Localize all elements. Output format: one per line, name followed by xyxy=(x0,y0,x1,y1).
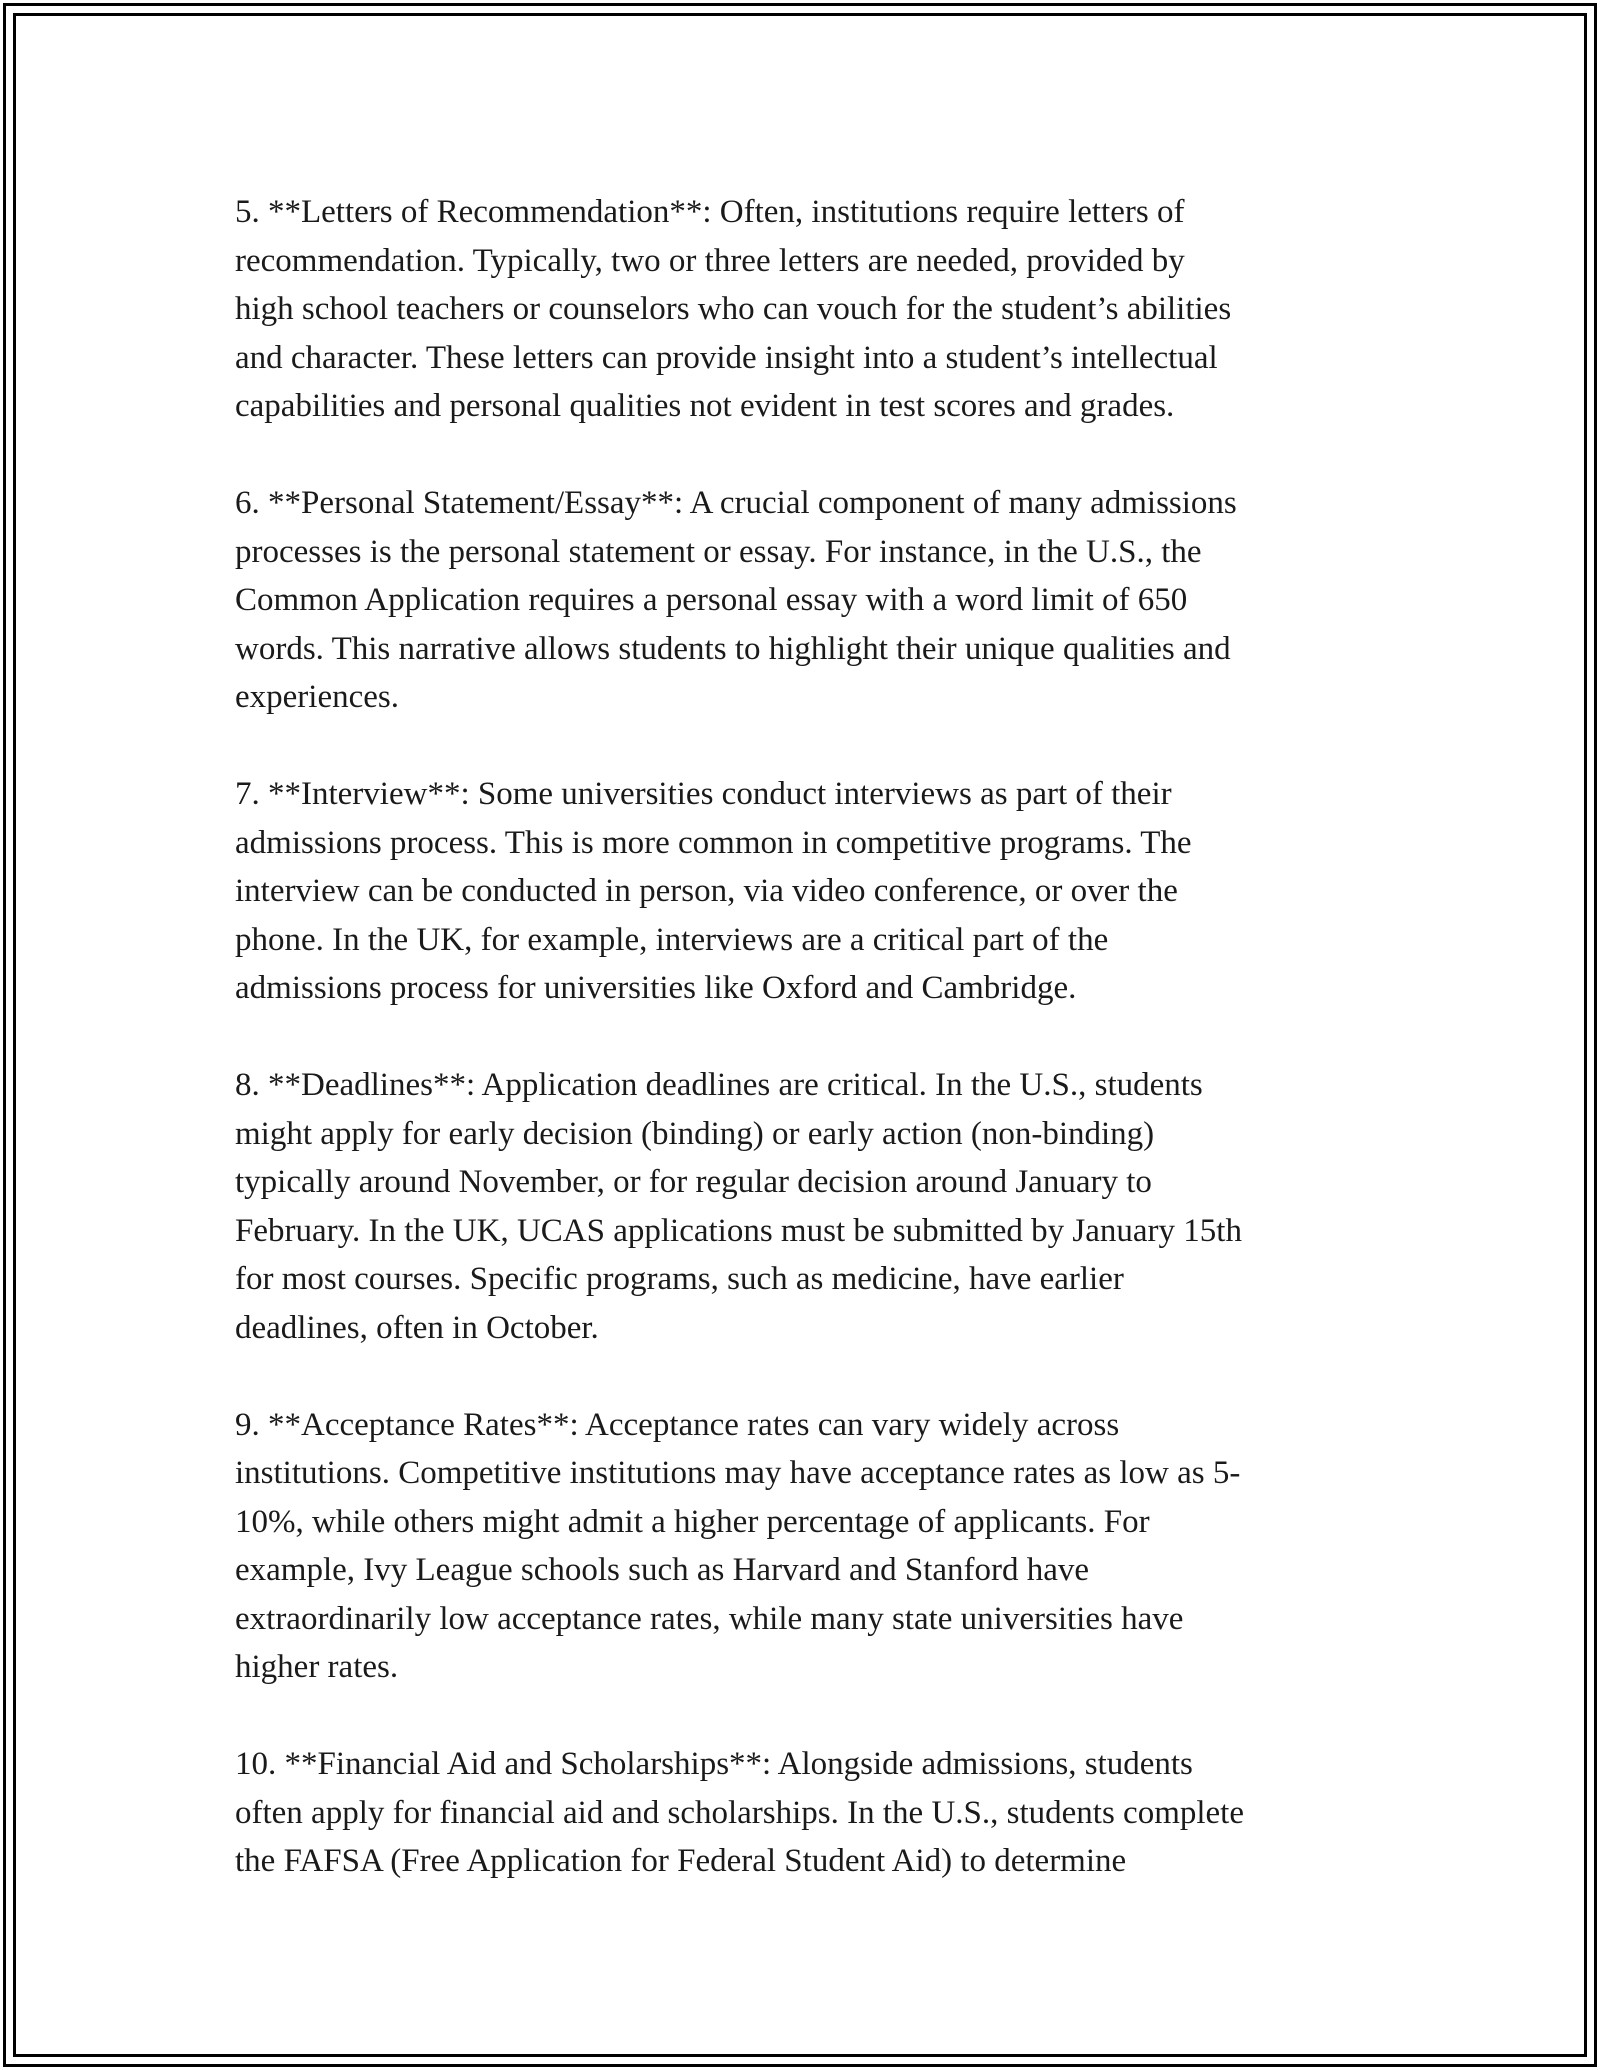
document-body xyxy=(235,188,1370,1934)
list-item-deadlines: 8. **Deadlines**: Application deadlines are critical. In the U.S., students might apply for early decision (binding) or early action (non-binding) typically around November, or for regular decision around January to February. In the UK, UCAS applications must be submitted by January 15th for most courses. Specific programs, such as medicine, have earlier deadlines, often in October. xyxy=(235,1067,1242,1346)
list-item-personal-statement: 6. **Personal Statement/Essay**: A crucial component of many admissions processes is the personal statement or essay. For instance, in the U.S., the Common Application requires a personal essay with a word limit of 650 words. This narrative allows students to highlight their unique qualities and experiences. xyxy=(235,485,1237,715)
list-item-letters-of-recommendation: 5. **Letters of Recommendation**: Often, institutions require letters of recommendation. Typically, two or three letters are needed, provided by high school teachers or counselors who can vouch for the student’s abilities and character. These letters can provide insight into a student’s intellectual capabilities and personal qualities not evident in test scores and grades. xyxy=(235,194,1232,424)
list-item-acceptance-rates: 9. **Acceptance Rates**: Acceptance rates can vary widely across institutions. Competitive institutions may have acceptance rates as low as 5- 10%, while others might admit a higher percentage of applicants. For example, Ivy League schools such as Harvard and Stanford have extraordinarily low acceptance rates, while many state universities have higher rates. xyxy=(235,1406,1241,1685)
list-item-financial-aid: 10. **Financial Aid and Scholarships**: Alongside admissions, students often apply for financial aid and scholarships. In the U.S., students complete the FAFSA (Free Application for Federal Student Aid) to determine xyxy=(235,1746,1244,1879)
list-item-interview: 7. **Interview**: Some universities conduct interviews as part of their admissions process. This is more common in competitive programs. The interview can be conducted in person, via video conference, or over the phone. In the UK, for example, interviews are a critical part of the admissions process for universities like Oxford and Cambridge. xyxy=(235,776,1192,1006)
